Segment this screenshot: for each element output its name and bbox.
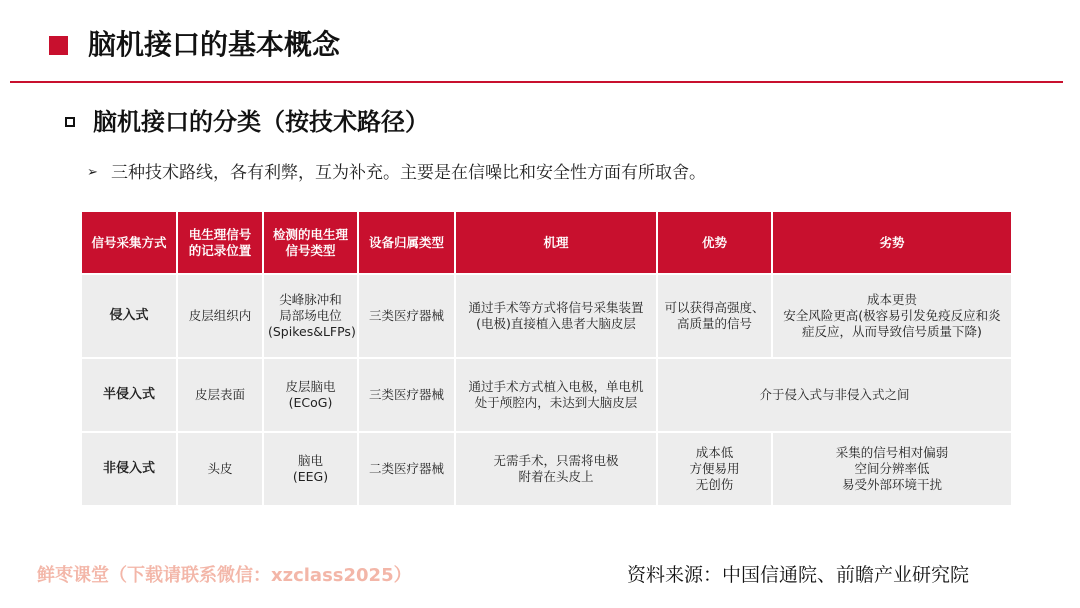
bullet-arrow-icon: ➢ xyxy=(87,165,98,180)
source-citation: 资料来源：中国信通院、前瞻产业研究院 xyxy=(627,564,970,586)
cell-device-class: 二类医疗器械 xyxy=(358,432,455,506)
header-signal-type: 检测的电生理 信号类型 xyxy=(263,211,358,274)
bullet-text: 三种技术路线，各有利弊，互为补充。主要是在信噪比和安全性方面有所取舍。 xyxy=(111,163,706,183)
cell-method: 侵入式 xyxy=(81,274,177,358)
header-pros: 优势 xyxy=(657,211,772,274)
cell-signal-type: 尖峰脉冲和 局部场电位 (Spikes&LFPs) xyxy=(263,274,358,358)
cell-pros: 可以获得高强度、 高质量的信号 xyxy=(657,274,772,358)
cell-mechanism: 无需手术，只需将电极 附着在头皮上 xyxy=(455,432,657,506)
title-square-marker xyxy=(49,36,68,55)
header-method: 信号采集方式 xyxy=(81,211,177,274)
cell-location: 头皮 xyxy=(177,432,263,506)
cell-pros-cons-merged: 介于侵入式与非侵入式之间 xyxy=(657,358,1012,432)
subtitle-box-marker xyxy=(65,117,75,127)
cell-method: 非侵入式 xyxy=(81,432,177,506)
section-subtitle: 脑机接口的分类（按技术路径） xyxy=(93,108,429,136)
cell-cons: 成本更贵 安全风险更高(极容易引发免疫反应和炎 症反应，从而导致信号质量下降) xyxy=(772,274,1012,358)
table-row xyxy=(81,274,1012,358)
slide-title: 脑机接口的基本概念 xyxy=(88,28,341,61)
table-row xyxy=(81,358,1012,432)
cell-mechanism: 通过手术方式植入电极，单电机 处于颅腔内，未达到大脑皮层 xyxy=(455,358,657,432)
cell-pros: 成本低 方便易用 无创伤 xyxy=(657,432,772,506)
cell-mechanism: 通过手术等方式将信号采集装置 (电极)直接植入患者大脑皮层 xyxy=(455,274,657,358)
cell-method: 半侵入式 xyxy=(81,358,177,432)
cell-signal-type: 脑电 (EEG) xyxy=(263,432,358,506)
table-header-row xyxy=(81,211,1012,274)
cell-location: 皮层表面 xyxy=(177,358,263,432)
watermark-text: 鲜枣课堂（下载请联系微信：xzclass2025） xyxy=(37,565,412,586)
header-location: 电生理信号 的记录位置 xyxy=(177,211,263,274)
header-mechanism: 机理 xyxy=(455,211,657,274)
title-divider xyxy=(10,81,1063,83)
header-device-class: 设备归属类型 xyxy=(358,211,455,274)
cell-device-class: 三类医疗器械 xyxy=(358,274,455,358)
cell-location: 皮层组织内 xyxy=(177,274,263,358)
cell-signal-type: 皮层脑电 (ECoG) xyxy=(263,358,358,432)
header-cons: 劣势 xyxy=(772,211,1012,274)
cell-device-class: 三类医疗器械 xyxy=(358,358,455,432)
table-row xyxy=(81,432,1012,506)
cell-cons: 采集的信号相对偏弱 空间分辨率低 易受外部环境干扰 xyxy=(772,432,1012,506)
bci-classification-table xyxy=(80,210,1011,503)
